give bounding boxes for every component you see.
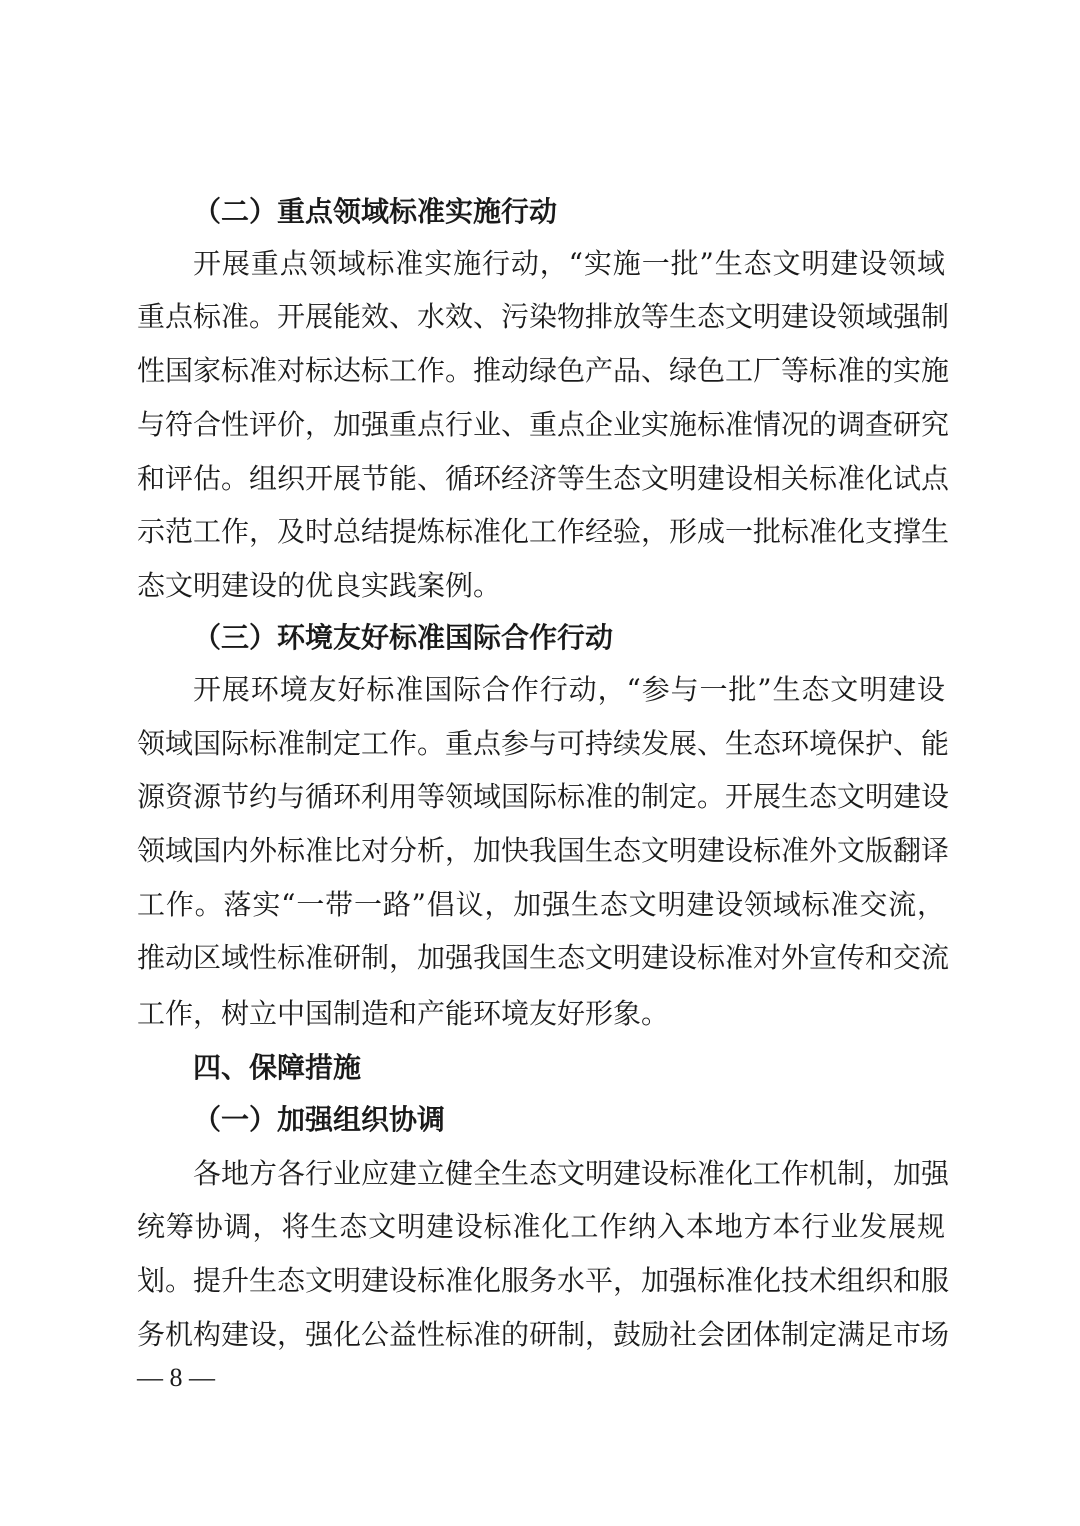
paragraph-line: 划。提升生态文明建设标准化服务水平，加强标准化技术组织和服	[137, 1264, 950, 1297]
paragraph-line: 务机构建设，强化公益性标准的研制，鼓励社会团体制定满足市场	[137, 1318, 950, 1351]
paragraph-line: 重点标准。开展能效、水效、污染物排放等生态文明建设领域强制	[137, 300, 950, 333]
paragraph-line: 和评估。组织开展节能、循环经济等生态文明建设相关标准化试点	[137, 462, 950, 495]
chapter-heading: 四、保障措施	[193, 1051, 362, 1084]
paragraph-line: 工作，树立中国制造和产能环境友好形象。	[137, 997, 670, 1030]
section-heading: （三）环境友好标准国际合作行动	[193, 621, 614, 654]
section-heading: （一）加强组织协调	[193, 1103, 446, 1136]
paragraph-line: 示范工作，及时总结提炼标准化工作经验，形成一批标准化支撑生	[137, 515, 950, 548]
paragraph-line: 开展重点领域标准实施行动，“实施一批”生态文明建设领域	[193, 247, 945, 280]
section-heading: （二）重点领域标准实施行动	[193, 195, 558, 228]
paragraph-line: 推动区域性标准研制，加强我国生态文明建设标准对外宣传和交流	[137, 941, 950, 974]
paragraph-line: 领域国际标准制定工作。重点参与可持续发展、生态环境保护、能	[137, 727, 950, 760]
paragraph-line: 领域国内外标准比对分析，加快我国生态文明建设标准外文版翻译	[137, 834, 950, 867]
paragraph-line: 开展环境友好标准国际合作行动，“参与一批”生态文明建设	[193, 673, 945, 706]
page-number: — 8 —	[137, 1363, 215, 1392]
paragraph-line: 与符合性评价，加强重点行业、重点企业实施标准情况的调查研究	[137, 408, 950, 441]
paragraph-line: 源资源节约与循环利用等领域国际标准的制定。开展生态文明建设	[137, 780, 950, 813]
paragraph-line: 态文明建设的优良实践案例。	[137, 569, 502, 602]
paragraph-line: 工作。落实“一带一路”倡议，加强生态文明建设领域标准交流，	[137, 888, 945, 921]
paragraph-line: 各地方各行业应建立健全生态文明建设标准化工作机制，加强	[193, 1157, 950, 1190]
paragraph-line: 性国家标准对标达标工作。推动绿色产品、绿色工厂等标准的实施	[137, 354, 950, 387]
paragraph-line: 统筹协调，将生态文明建设标准化工作纳入本地方本行业发展规	[137, 1210, 945, 1243]
